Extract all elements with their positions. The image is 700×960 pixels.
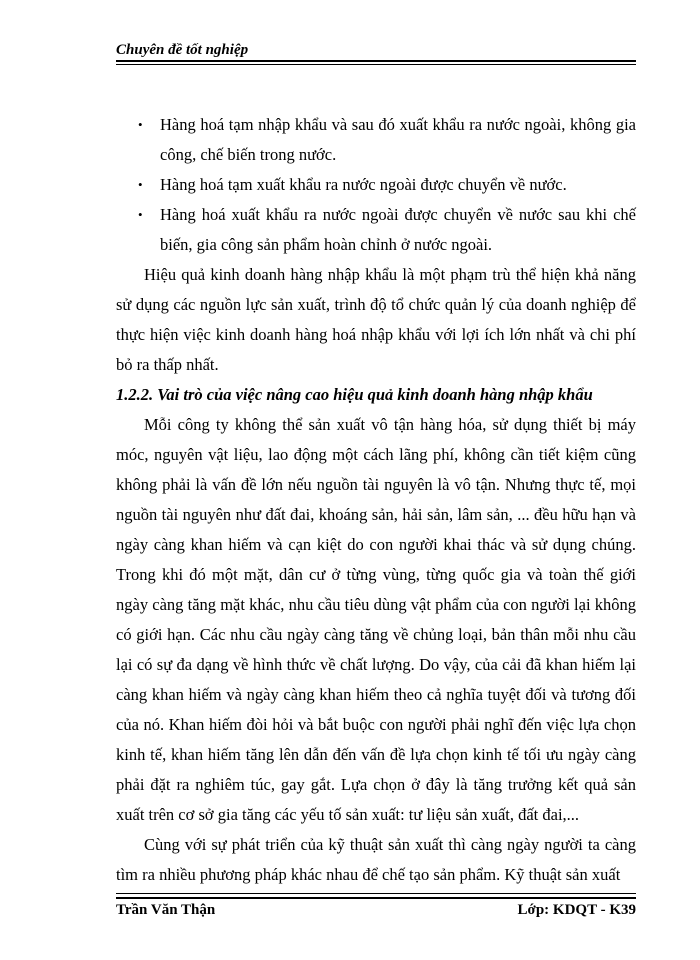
header-rule <box>116 60 636 62</box>
bullet-item <box>116 170 636 200</box>
footer-author: Trần Văn Thận <box>116 902 216 918</box>
bullet-icon: • <box>138 207 143 222</box>
paragraph: Hiệu quả kinh doanh hàng nhập khẩu là một phạm trù thể hiện khả năng sử dụng các nguồn lực sản xuất, trình độ tổ chức quản lý của doanh nghiệp để thực hiện việc kinh doanh hàng hoá nhập khẩu với lợi ích lớn nhất và chi phí bỏ ra thấp nhất. <box>116 265 636 374</box>
document-body <box>116 110 636 890</box>
bullet-icon: • <box>138 177 143 192</box>
page-header-title: Chuyên đề tốt nghiệp <box>116 42 249 58</box>
section-heading: 1.2.2. Vai trò của việc nâng cao hiệu quả kinh doanh hàng nhập khẩu <box>116 385 593 404</box>
bullet-item <box>116 110 636 170</box>
bullet-text: Hàng hoá tạm nhập khẩu và sau đó xuất khẩu ra nước ngoài, không gia công, chế biến trong nước. <box>160 115 636 164</box>
footer-rule <box>116 897 636 899</box>
bullet-item <box>116 200 636 260</box>
bullet-icon: • <box>138 117 143 132</box>
footer-class: Lớp: KDQT - K39 <box>517 902 636 918</box>
footer-rule-thin <box>116 893 636 894</box>
paragraph: Mỗi công ty không thể sản xuất vô tận hàng hóa, sử dụng thiết bị máy móc, nguyên vật liệu, lao động một cách lãng phí, không cần tiết kiệm cũng không phải là vấn đề lớn nếu nguồn tài nguyên là vô tận. Nhưng thực tế, mọi nguồn tài nguyên như đất đai, khoáng sản, hải sản, lâm sản, ... đều hữu hạn và ngày càng khan hiếm và cạn kiệt do con người khai thác và sử dụng chúng. Trong khi đó một mặt, dân cư ở từng vùng, từng quốc gia và toàn thế giới ngày càng tăng mặt khác, nhu cầu tiêu dùng vật phẩm của con người lại không có giới hạn. Các nhu cầu ngày càng tăng về chủng loại, bản thân mỗi nhu cầu lại có sự đa dạng về hình thức về chất lượng. Do vậy, của cải đã khan hiếm lại càng khan hiếm và ngày càng khan hiếm theo cả nghĩa tuyệt đối và tương đối của nó. Khan hiếm đòi hỏi và bắt buộc con người phải nghĩ đến việc lựa chọn kinh tế, khan hiếm tăng lên dẫn đến vấn đề lựa chọn kinh tế tối ưu ngày càng phải đặt ra nghiêm túc, gay gắt. Lựa chọn ở đây là tăng trưởng kết quả sản xuất trên cơ sở gia tăng các yếu tố sản xuất: tư liệu sản xuất, đất đai,... <box>116 415 636 824</box>
bullet-text: Hàng hoá xuất khẩu ra nước ngoài được chuyển về nước sau khi chế biến, gia công sản phẩm hoàn chỉnh ở nước ngoài. <box>160 205 636 254</box>
paragraph: Cùng với sự phát triển của kỹ thuật sản xuất thì càng ngày người ta càng tìm ra nhiều phương pháp khác nhau để chế tạo sản phẩm. Kỹ thuật sản xuất <box>116 835 636 884</box>
bullet-text: Hàng hoá tạm xuất khẩu ra nước ngoài được chuyển về nước. <box>160 175 567 194</box>
header-rule-thin <box>116 64 636 65</box>
